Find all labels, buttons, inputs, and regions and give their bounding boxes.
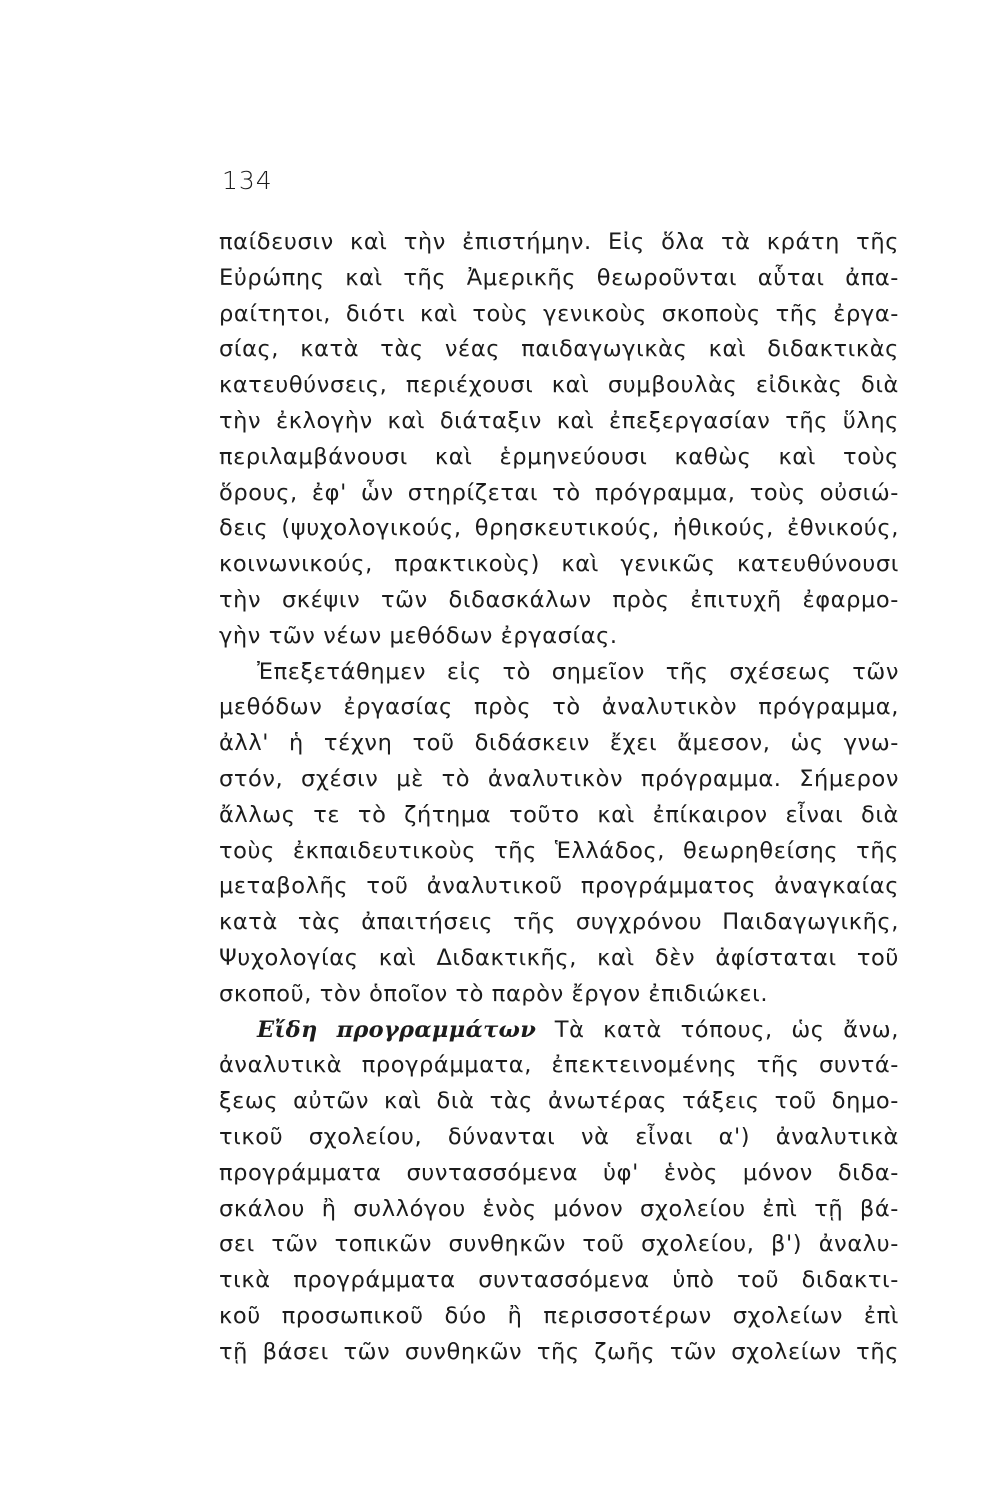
text-line: τὴν ἐκλογὴν καὶ διάταξιν καὶ ἐπεξεργασίαν τῆς ὕλης <box>219 407 899 434</box>
text-line: τῇ βάσει τῶν συνθηκῶν τῆς ζωῆς τῶν σχολείων τῆς <box>219 1338 899 1365</box>
text-line: τοὺς ἐκπαιδευτικοὺς τῆς Ἑλλάδος, θεωρηθείσης τῆς <box>219 837 899 864</box>
text-line: σει τῶν τοπικῶν συνθηκῶν τοῦ σχολείου, β') ἀναλυ- <box>219 1231 899 1258</box>
text-line: κατὰ τὰς ἀπαιτήσεις τῆς συγχρόνου Παιδαγωγικῆς, <box>219 909 899 936</box>
section-heading: Εἴδη προγραμμάτων <box>257 1016 537 1043</box>
text-line: τικὰ προγράμματα συντασσόμενα ὑπὸ τοῦ διδακτι- <box>219 1267 899 1294</box>
text-line: κατευθύνσεις, περιέχουσι καὶ συμβουλὰς εἰδικὰς διὰ <box>219 372 899 399</box>
text-line: κοινωνικούς, πρακτικοὺς) καὶ γενικῶς κατευθύνουσι <box>219 551 899 578</box>
text-line: Ἐπεξετάθημεν εἰς τὸ σημεῖον τῆς σχέσεως τῶν <box>257 658 899 685</box>
body-text <box>219 225 899 1371</box>
text-line: σκάλου ἢ συλλόγου ἑνὸς μόνον σχολείου ἐπὶ τῇ βά- <box>219 1195 899 1222</box>
text-line: μεθόδων ἐργασίας πρὸς τὸ ἀναλυτικὸν πρόγραμμα, <box>219 694 899 721</box>
text-line: Εὐρώπης καὶ τῆς Ἀμερικῆς θεωροῦνται αὗται ἀπα- <box>219 264 899 291</box>
page-number: 134 <box>222 166 273 195</box>
text-line: κοῦ προσωπικοῦ δύο ἢ περισσοτέρων σχολείων ἐπὶ <box>219 1302 899 1329</box>
text-line: ραίτητοι, διότι καὶ τοὺς γενικοὺς σκοποὺς τῆς ἐργα- <box>219 300 899 327</box>
text-line: στόν, σχέσιν μὲ τὸ ἀναλυτικὸν πρόγραμμα. Σήμερον <box>219 765 899 792</box>
text-line: τὴν σκέψιν τῶν διδασκάλων πρὸς ἐπιτυχῆ ἐφαρμο- <box>219 586 899 613</box>
text-line: προγράμματα συντασσόμενα ὑφ' ἑνὸς μόνον διδα- <box>219 1159 899 1186</box>
text-line: ξεως αὐτῶν καὶ διὰ τὰς ἀνωτέρας τάξεις τοῦ δημο- <box>219 1088 899 1115</box>
section-line <box>219 1013 899 1049</box>
text-line: τικοῦ σχολείου, δύνανται νὰ εἶναι α') ἀναλυτικὰ <box>219 1123 899 1150</box>
text-line: ἀναλυτικὰ προγράμματα, ἐπεκτεινομένης τῆς συντά- <box>219 1052 899 1079</box>
text-line: ὅρους, ἐφ' ὧν στηρίζεται τὸ πρόγραμμα, τοὺς οὐσιώ- <box>219 479 899 506</box>
text-line: παίδευσιν καὶ τὴν ἐπιστήμην. Εἰς ὅλα τὰ κράτη τῆς <box>219 229 899 255</box>
text-line: ἄλλως τε τὸ ζήτημα τοῦτο καὶ ἐπίκαιρον εἶναι διὰ <box>219 801 899 828</box>
text-line: περιλαμβάνουσι καὶ ἑρμηνεύουσι καθὼς καὶ τοὺς <box>219 443 899 470</box>
text-line-continuation: Τὰ κατὰ τόπους, ὡς ἄνω, <box>554 1016 899 1043</box>
text-line: μεταβολῆς τοῦ ἀναλυτικοῦ προγράμματος ἀναγκαίας <box>219 873 899 900</box>
text-line: Ψυχολογίας καὶ Διδακτικῆς, καὶ δὲν ἀφίσταται τοῦ <box>219 944 899 971</box>
text-line: ἀλλ' ἡ τέχνη τοῦ διδάσκειν ἔχει ἄμεσον, ὡς γνω- <box>219 730 899 757</box>
text-line: δεις (ψυχολογικούς, θρησκευτικούς, ἠθικούς, ἐθνικούς, <box>219 515 899 542</box>
text-line: γὴν τῶν νέων μεθόδων ἐργασίας. <box>219 622 618 649</box>
text-line: σκοποῦ, τὸν ὁποῖον τὸ παρὸν ἔργον ἐπιδιώκει. <box>219 980 769 1007</box>
text-line: σίας, κατὰ τὰς νέας παιδαγωγικὰς καὶ διδακτικὰς <box>219 336 899 363</box>
